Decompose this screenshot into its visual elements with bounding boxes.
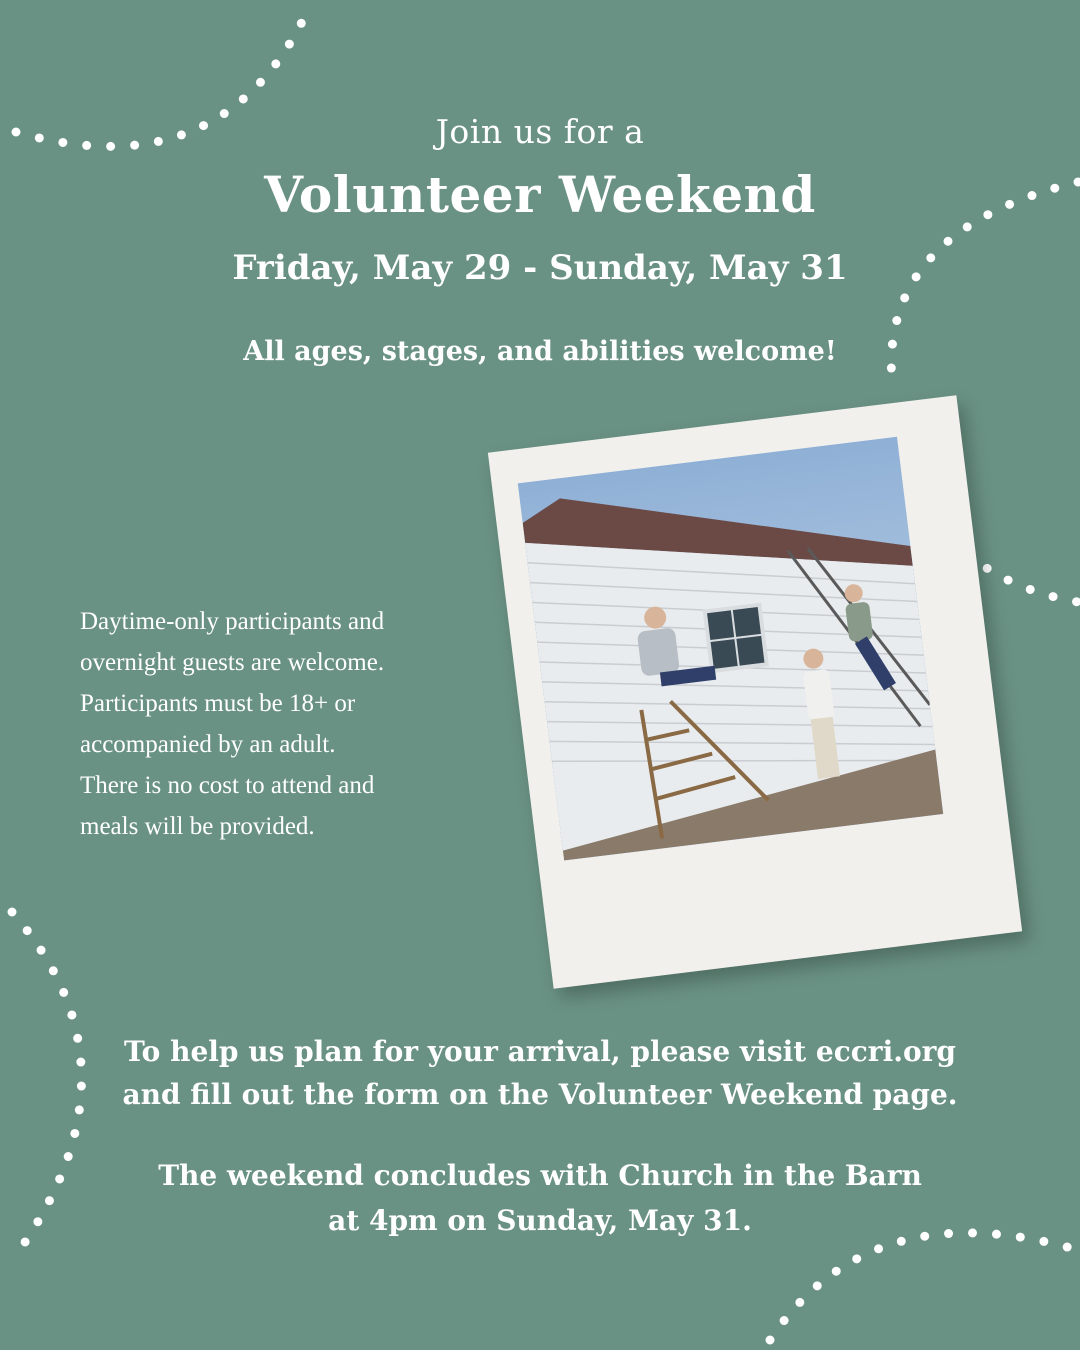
plan-line: To help us plan for your arrival, please visit eccri.org: [124, 1035, 956, 1068]
welcome-text: All ages, stages, and abilities welcome!: [243, 336, 837, 367]
details-line: Daytime-only participants and: [80, 608, 385, 635]
details-line: accompanied by an adult.: [80, 731, 336, 758]
plan-line: and fill out the form on the Volunteer Weekend page.: [122, 1078, 958, 1111]
dotted-arc-mid-right: [968, 554, 1078, 602]
details-line: meals will be provided.: [80, 813, 315, 840]
event-dates: Friday, May 29 - Sunday, May 31: [232, 248, 848, 288]
polaroid-photo-frame: [488, 395, 1022, 988]
details-line: There is no cost to attend and: [80, 772, 375, 799]
details-line: overnight guests are welcome.: [80, 649, 385, 676]
event-title: Volunteer Weekend: [264, 165, 816, 224]
conclude-line: The weekend concludes with Church in the Barn: [158, 1159, 922, 1192]
dotted-arc-bottom-right: [770, 1233, 1078, 1340]
conclusion-text: [0, 1153, 1080, 1243]
plan-instructions: [0, 1030, 1080, 1116]
conclude-line: at 4pm on Sunday, May 31.: [328, 1204, 752, 1237]
vintage-photo-image: [518, 437, 943, 861]
intro-text: Join us for a: [435, 112, 645, 151]
participant-details: [80, 601, 500, 847]
details-line: Participants must be 18+ or: [80, 690, 356, 717]
